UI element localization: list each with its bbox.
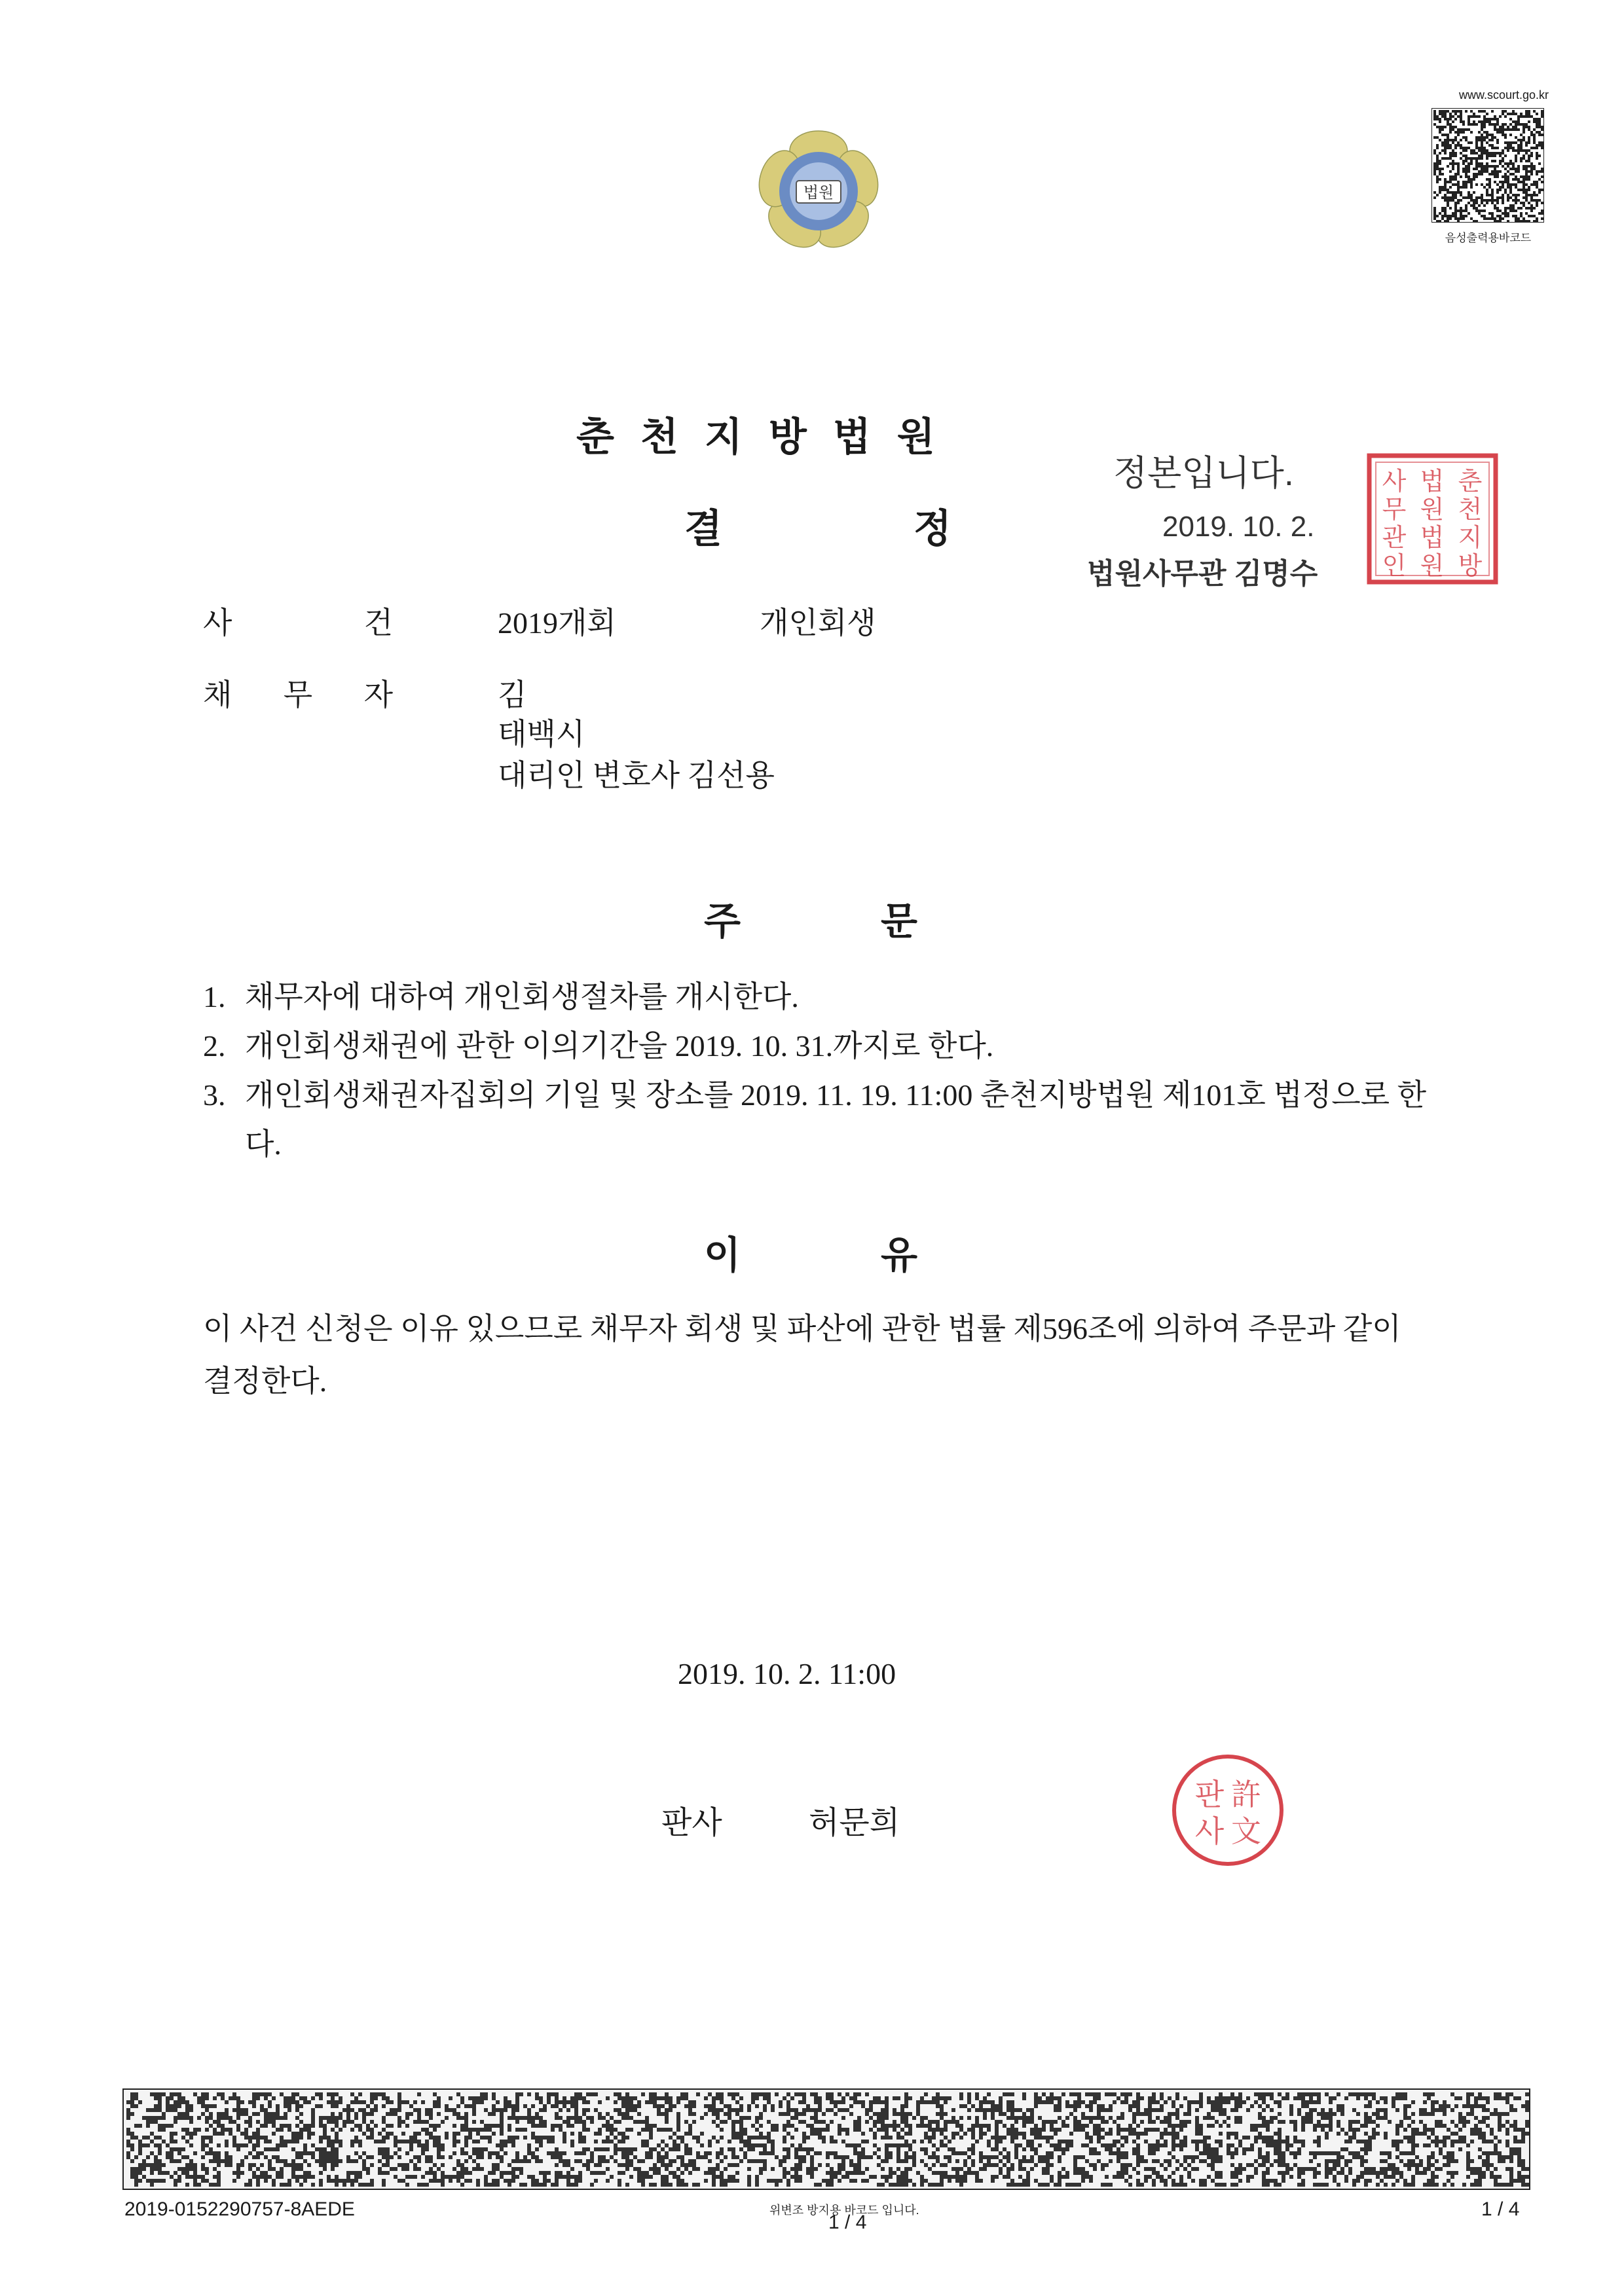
svg-text:文: 文 xyxy=(1231,1813,1261,1849)
case-label-char: 건 xyxy=(363,606,393,640)
svg-text:판: 판 xyxy=(1194,1777,1225,1812)
order-heading-right: 문 xyxy=(881,900,918,943)
page-number-center: 1 / 4 xyxy=(828,2212,867,2233)
debtor-address: 태백시 xyxy=(498,718,585,751)
order-item-text: 개인회생채권에 관한 이의기간을 2019. 10. 31.까지로 한다. xyxy=(245,1029,994,1063)
case-type: 개인회생 xyxy=(760,606,876,640)
order-item xyxy=(203,972,1434,1021)
debtor-label-char: 자 xyxy=(363,678,393,712)
svg-text:관: 관 xyxy=(1382,523,1407,552)
svg-text:무: 무 xyxy=(1382,495,1407,524)
court-clerk: 법원사무관 김명수 xyxy=(1087,558,1318,590)
order-list xyxy=(203,972,1434,1169)
doc-title-left: 결 xyxy=(684,507,722,551)
svg-text:춘: 춘 xyxy=(1458,467,1483,496)
svg-text:원: 원 xyxy=(1420,495,1445,524)
case-label xyxy=(203,599,393,642)
voice-output-qr-block xyxy=(1428,88,1549,249)
qr-code-icon xyxy=(1431,108,1544,223)
order-item-text: 개인회생채권자집회의 기일 및 장소를 2019. 11. 19. 11:00 춘천지방법원 제101호 법정으로 한다. xyxy=(245,1078,1427,1161)
case-label-char: 사 xyxy=(203,606,232,640)
qr-label: 음성출력용바코드 xyxy=(1445,232,1532,244)
debtor-label xyxy=(203,671,393,714)
svg-text:사: 사 xyxy=(1194,1813,1225,1849)
reason-body: 이 사건 신청은 이유 있으므로 채무자 회생 및 파산에 관한 법률 제596조에 의하여 주문과 같이 결정한다. xyxy=(203,1312,1401,1398)
order-item xyxy=(203,1070,1434,1169)
court-name: 춘천지방법원 xyxy=(576,415,961,459)
svg-text:원: 원 xyxy=(1420,551,1445,580)
qr-url: www.scourt.go.kr xyxy=(1458,88,1549,101)
order-item-number: 1. xyxy=(203,980,226,1013)
doc-title-right: 정 xyxy=(913,507,951,551)
court-clerk-seal-stamp xyxy=(1365,452,1500,586)
debtor-name: 김 xyxy=(498,678,527,712)
case-number: 2019개회 xyxy=(498,606,616,640)
debtor-label-char: 채 xyxy=(203,678,232,712)
order-item-number: 2. xyxy=(203,1029,226,1063)
reason-heading-right: 유 xyxy=(881,1234,918,1277)
svg-text:천: 천 xyxy=(1458,495,1483,524)
debtor-label-char: 무 xyxy=(283,678,313,712)
reason-heading-left: 이 xyxy=(704,1234,741,1277)
svg-text:사: 사 xyxy=(1382,467,1407,496)
certified-copy-notice: 정본입니다. xyxy=(1113,454,1294,493)
svg-text:지: 지 xyxy=(1458,523,1483,552)
svg-text:법: 법 xyxy=(1420,467,1445,496)
order-item-text: 채무자에 대하여 개인회생절차를 개시한다. xyxy=(245,980,799,1013)
order-heading-left: 주 xyxy=(704,900,741,943)
judge-seal-stamp xyxy=(1169,1751,1287,1869)
debtor-attorney: 대리인 변호사 김선용 xyxy=(498,759,775,792)
decision-date: 2019. 10. 2. 11:00 xyxy=(678,1657,896,1690)
emblem-text: 법원 xyxy=(803,183,834,202)
court-emblem-logo xyxy=(733,118,904,262)
anti-forgery-barcode-icon xyxy=(122,2088,1530,2190)
svg-text:인: 인 xyxy=(1382,551,1407,580)
svg-text:許: 許 xyxy=(1231,1777,1261,1812)
page-number-right: 1 / 4 xyxy=(1481,2198,1520,2220)
judge-title: 판사 xyxy=(661,1806,722,1840)
svg-text:방: 방 xyxy=(1458,551,1483,580)
document-id: 2019-0152290757-8AEDE xyxy=(124,2198,355,2220)
certification-date: 2019. 10. 2. xyxy=(1162,511,1315,543)
svg-text:법: 법 xyxy=(1420,523,1445,552)
order-item-number: 3. xyxy=(203,1078,226,1112)
order-item xyxy=(203,1021,1434,1070)
judge-name: 허문희 xyxy=(809,1806,900,1840)
barcode-caption: 위변조 방지용 바코드 입니다. xyxy=(769,2204,919,2217)
